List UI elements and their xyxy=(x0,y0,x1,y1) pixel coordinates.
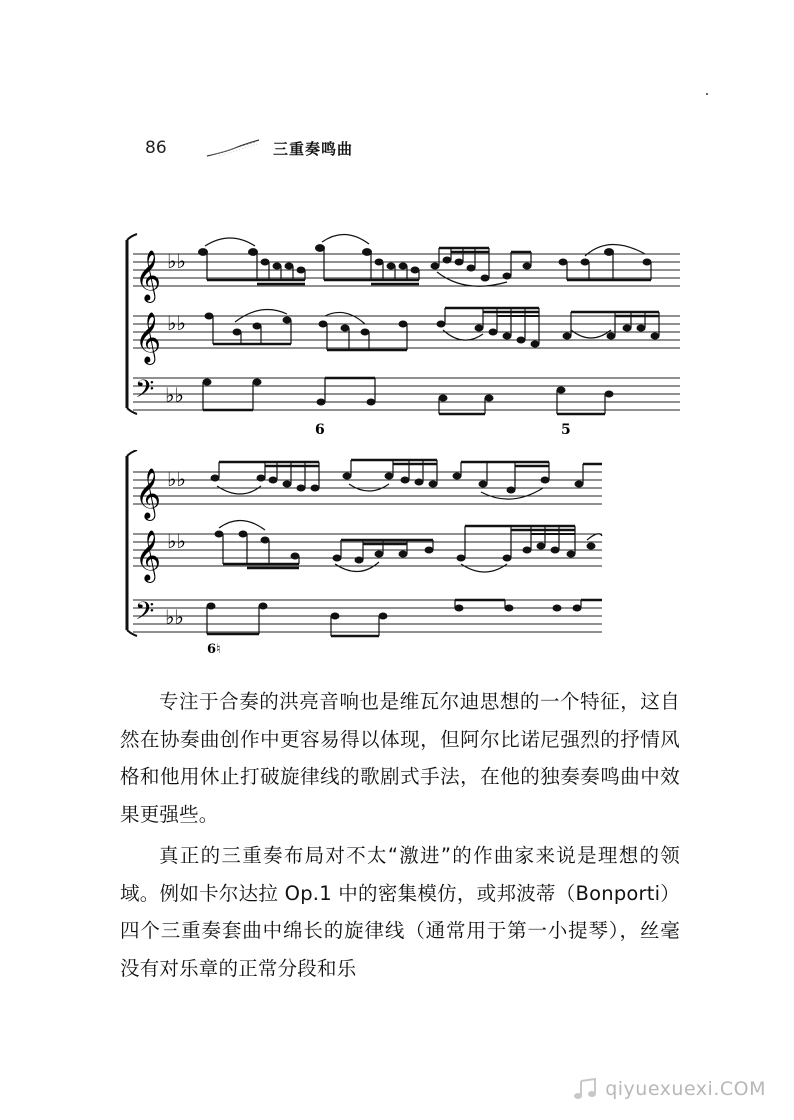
bass-clef: 𝄢 xyxy=(135,375,155,410)
key-signature-3-s2: ♭♭ xyxy=(165,605,184,629)
stems-beams-cello xyxy=(203,378,605,414)
running-title: 三重奏鸣曲 xyxy=(273,140,354,158)
bass-clef-s2: 𝄢 xyxy=(135,597,155,632)
figured-bass-2: 5 xyxy=(561,422,571,438)
key-signature-s2: ♭♭ xyxy=(167,467,186,491)
notes-violin-2 xyxy=(205,313,659,347)
page-header xyxy=(145,138,565,162)
key-signature-flats: ♭♭ xyxy=(167,249,186,273)
watermark-text: qiyuexuexi.COM xyxy=(605,1078,766,1100)
staff-violin-1-s2 xyxy=(133,472,602,504)
body-text xyxy=(120,683,680,987)
stems-beams-violin-2 xyxy=(213,308,659,350)
key-signature-flats-2: ♭♭ xyxy=(167,311,186,335)
key-signature-flats-3: ♭♭ xyxy=(165,383,184,407)
notes-cello xyxy=(203,379,613,405)
stray-mark xyxy=(706,93,708,95)
treble-clef-2-s2: 𝄞 xyxy=(135,530,162,581)
staff-cello-s2 xyxy=(133,600,602,632)
treble-clef-s2: 𝄞 xyxy=(135,468,162,519)
score-system-2 xyxy=(115,450,607,660)
page-number: 86 xyxy=(145,138,167,158)
notes-violin-1 xyxy=(199,245,652,281)
treble-clef: 𝄞 xyxy=(135,250,162,301)
music-note-icon xyxy=(573,1078,599,1100)
staff-cello xyxy=(133,378,680,410)
paragraph-1: 专注于合奏的洪亮音响也是维瓦尔迪思想的一个特征，这自然在协奏曲创作中更容易得以体现，但阿尔比诺尼强烈的抒情风格和他用休止打破旋律线的歌剧式手法，在他的独奏奏鸣曲中效果更强些。 xyxy=(120,690,680,826)
score-system-1 xyxy=(115,232,685,442)
paragraph-2: 真正的三重奏布局对不太“激进”的作曲家来说是理想的领域。例如卡尔达拉 Op.1 中的密集模仿，或邦波蒂（Bonporti）四个三重奏套曲中绵长的旋律线（通常用于第一小提琴），丝毫没有对乐章的正常分段和乐 xyxy=(120,844,680,980)
notes-violin-1-s2 xyxy=(211,473,583,493)
figured-bass-1: 6 xyxy=(315,422,325,438)
notes-cello-s2 xyxy=(207,603,581,619)
key-signature-2-s2: ♭♭ xyxy=(167,529,186,553)
figured-bass-s2: 6♮ xyxy=(207,642,221,657)
treble-clef-2: 𝄞 xyxy=(135,312,162,363)
watermark xyxy=(573,1078,766,1100)
header-ornament xyxy=(205,138,261,160)
